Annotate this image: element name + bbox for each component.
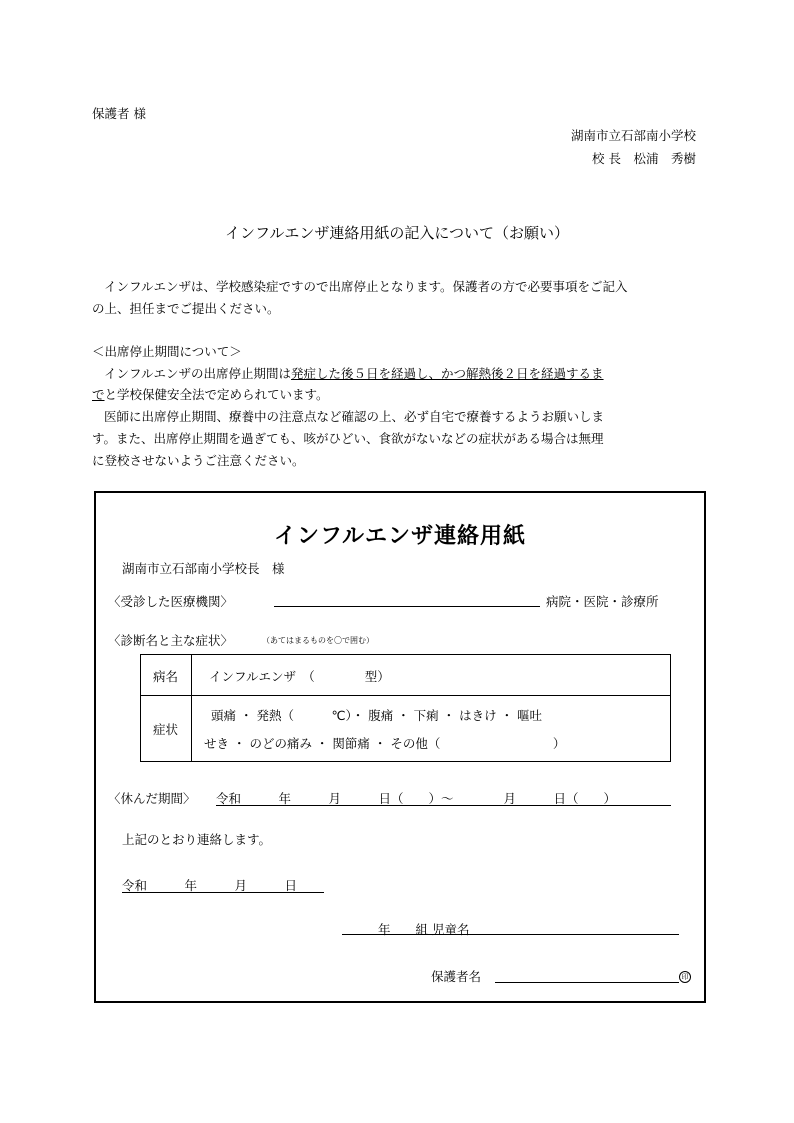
symptoms-line-1[interactable]: 頭痛 ・ 発熱（ ℃）・ 腹痛 ・ 下痢 ・ はきけ ・ 嘔吐	[211, 708, 543, 723]
p1-underlined-2: で	[92, 387, 105, 402]
date-underline	[122, 892, 324, 893]
diagnosis-table	[140, 654, 671, 762]
page-title: インフルエンザ連絡用紙の記入について（お願い）	[224, 224, 570, 242]
section-paragraph-1-line-2	[92, 385, 329, 403]
form-date[interactable]: 令和 年 月 日	[122, 878, 298, 893]
section-paragraph-2-line-3: に登校させないようご注意ください。	[92, 453, 305, 468]
diagnosis-label: 〈診断名と主な症状〉	[108, 633, 234, 648]
influenza-contact-form	[94, 491, 706, 1003]
intro-line-1: インフルエンザは、学校感染症ですので出席停止となります。保護者の方で必要事項をご記入	[104, 279, 628, 294]
student-name-line[interactable]	[342, 934, 679, 935]
section-paragraph-1-line-1	[104, 364, 604, 382]
guardian-name-line[interactable]	[495, 982, 679, 983]
p1-post: と学校保健安全法で定められています。	[104, 387, 329, 402]
form-addressee: 湖南市立石部南小学校長 様	[122, 561, 285, 576]
disease-value[interactable]: インフルエンザ （ 型）	[209, 669, 390, 684]
disease-label: 病名	[153, 669, 179, 684]
table-column-divider	[191, 655, 192, 761]
symptoms-line-2[interactable]: せき ・ のどの痛み ・ 関節痛 ・ その他（ ）	[204, 736, 566, 751]
confirmation-text: 上記のとおり連絡します。	[122, 832, 272, 847]
principal-name: 校 長 松浦 秀樹	[592, 151, 696, 166]
addressee: 保護者 様	[92, 106, 146, 121]
section-paragraph-2-line-2: す。また、出席停止期間を過ぎても、咳がひどい、食欲がないなどの症状がある場合は無理	[92, 431, 604, 446]
absence-period[interactable]: 令和 年 月 日（ ）～ 月 日（ ）	[216, 791, 617, 806]
guardian-name-label: 保護者名	[431, 969, 482, 984]
form-title: インフルエンザ連絡用紙	[273, 524, 527, 549]
institution-suffix: 病院・医院・診療所	[546, 594, 659, 609]
section-heading: ＜出席停止期間について＞	[92, 344, 242, 359]
p1-underlined-1: 発症した後５日を経過し、かつ解熱後２日を経過するま	[291, 366, 604, 381]
class-student-name-label: 年 組 児童名	[378, 922, 470, 937]
diagnosis-note: （あてはまるものを〇で囲む）	[262, 636, 374, 645]
section-paragraph-2-line-1: 医師に出席停止期間、療養中の注意点など確認の上、必ず自宅で療養するようお願いしま	[104, 409, 605, 424]
intro-line-2: の上、担任までご提出ください。	[92, 301, 280, 316]
institution-label: 〈受診した医療機関〉	[108, 594, 234, 609]
symptom-label: 症状	[153, 722, 179, 737]
p1-pre: インフルエンザの出席停止期間は	[104, 366, 292, 381]
school-name: 湖南市立石部南小学校	[570, 128, 696, 143]
table-row-divider	[141, 695, 670, 696]
absence-label: 〈休んだ期間〉	[108, 791, 196, 806]
institution-input-line[interactable]	[274, 606, 540, 607]
seal-stamp-icon: 印	[679, 971, 691, 983]
absence-underline	[216, 805, 671, 806]
